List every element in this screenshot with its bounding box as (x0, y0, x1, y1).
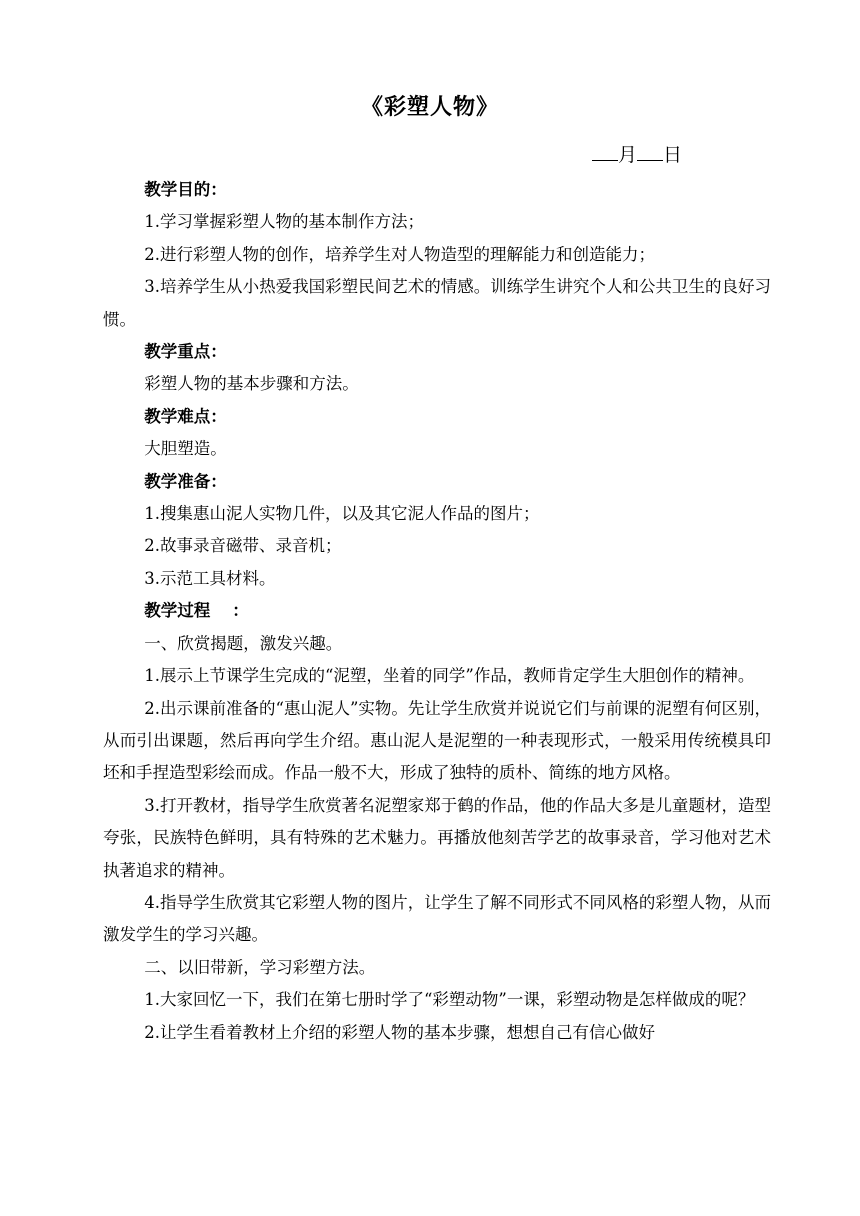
day-label: 日 (663, 144, 683, 166)
process-step: 4.指导学生欣赏其它彩塑人物的图片，让学生了解不同形式不同风格的彩塑人物，从而激发学生的学习兴趣。 (103, 892, 771, 945)
month-label: 月 (618, 144, 638, 166)
date-line (592, 140, 682, 167)
document-title: 《彩塑人物》 (360, 94, 499, 120)
key-points-heading: 教学重点： (144, 342, 227, 362)
process-heading-colon: ： (232, 601, 249, 621)
objective-item: 1.学习掌握彩塑人物的基本制作方法； (144, 212, 424, 232)
process-step: 2.让学生看着教材上介绍的彩塑人物的基本步骤，想想自己有信心做好 (144, 1022, 655, 1042)
process-heading-label: 教学过程 (144, 601, 211, 621)
difficulties-heading: 教学难点： (144, 406, 227, 426)
document-body (103, 174, 771, 1049)
process-step: 2.出示课前准备的“惠山泥人”实物。先让学生欣赏并说说它们与前课的泥塑有何区别，从而引出课题，然后再向学生介绍。惠山泥人是泥塑的一种表现形式，一般采用传统模具印坯和手捏造型彩绘而成。作品一般不大，形成了独特的质朴、简练的地方风格。 (103, 698, 771, 783)
process-section-title: 二、以旧带新，学习彩塑方法。 (144, 957, 376, 977)
day-blank (637, 142, 663, 161)
difficulties-text: 大胆塑造。 (144, 439, 227, 459)
preparation-item: 3.示范工具材料。 (144, 568, 276, 588)
process-heading (103, 595, 771, 627)
process-step: 3.打开教材，指导学生欣赏著名泥塑家郑于鹤的作品，他的作品大多是儿童题材，造型夸张，民族特色鲜明，具有特殊的艺术魅力。再播放他刻苦学艺的故事录音，学习他对艺术执著追求的精神。 (103, 795, 771, 880)
key-points-text: 彩塑人物的基本步骤和方法。 (144, 374, 359, 394)
process-step: 1.大家回忆一下，我们在第七册时学了“彩塑动物”一课，彩塑动物是怎样做成的呢？ (144, 990, 755, 1010)
process-section-title: 一、欣赏揭题，激发兴趣。 (144, 633, 343, 653)
preparation-item: 2.故事录音磁带、录音机； (144, 536, 342, 556)
objective-item: 3.培养学生从小热爱我国彩塑民间艺术的情感。训练学生讲究个人和公共卫生的良好习惯。 (103, 277, 771, 329)
month-blank (592, 142, 618, 161)
preparation-item: 1.搜集惠山泥人实物几件，以及其它泥人作品的图片； (144, 504, 540, 524)
objective-item: 2.进行彩塑人物的创作，培养学生对人物造型的理解能力和创造能力； (144, 244, 655, 264)
objectives-heading: 教学目的： (144, 180, 227, 199)
preparation-heading: 教学准备： (144, 471, 227, 491)
process-step: 1.展示上节课学生完成的“泥塑，坐着的同学”作品，教师肯定学生大胆创作的精神。 (144, 666, 755, 686)
